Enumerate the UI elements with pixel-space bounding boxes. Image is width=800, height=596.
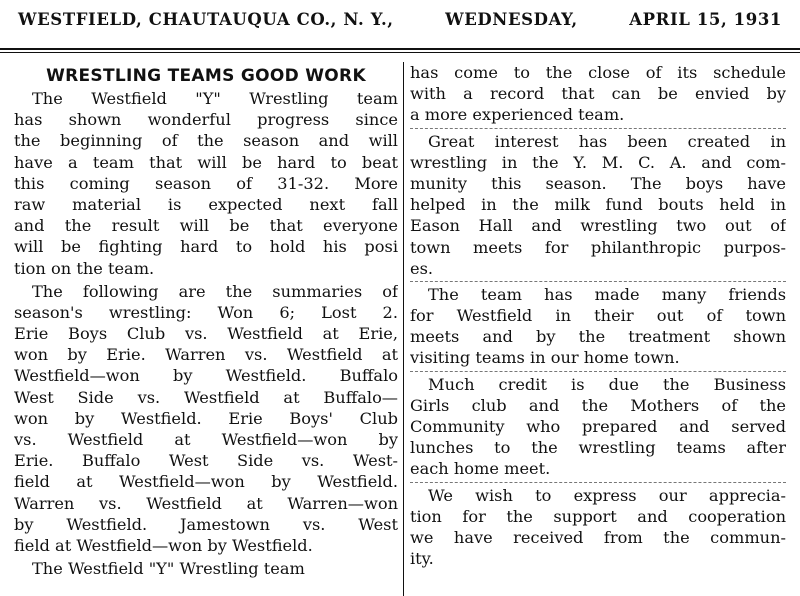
article-paragraph (410, 485, 786, 570)
article-text-line: we have received from the commun- (410, 527, 786, 547)
masthead-date: APRIL 15, 1931 (629, 10, 782, 29)
article-text-line: Community who prepared and served (410, 417, 786, 436)
article-text-line: Erie Boys Club vs. Westfield at Erie, (14, 324, 398, 344)
article-text-line: each home meet. (410, 459, 551, 479)
masthead-day: WEDNESDAY, (445, 10, 578, 29)
article-text-line: West Side vs. Westfield at Buffalo— (14, 387, 398, 407)
article-text-line: wrestling in the Y. M. C. A. and com- (410, 152, 786, 172)
article-text-line: won by Westfield. Erie Boys' Club (14, 408, 398, 428)
article-text-line: for Westfield in their out of town (410, 306, 786, 326)
article-text-line: helped in the milk fund bouts held in (410, 195, 786, 215)
article-text-line: town meets for philanthropic purpos- (410, 237, 786, 257)
article-text-line: We wish to express our apprecia- (428, 485, 786, 505)
article-text-line: a more experienced team. (410, 105, 625, 125)
newspaper-masthead (0, 0, 800, 50)
paragraph-separator (410, 281, 786, 282)
article-paragraph (410, 131, 786, 279)
article-text-line: The Westfield "Y" Wrestling team (32, 89, 398, 108)
article-text-line: Warren vs. Westfield at Warren—won (14, 493, 398, 513)
article-text-line: field at Westfield—won by Westfield. (14, 535, 313, 555)
column-divider (403, 62, 404, 596)
paragraph-separator (410, 128, 786, 129)
article-text-line: season's wrestling: Won 6; Lost 2. (14, 302, 398, 322)
article-text-line: vs. Westfield at Westfield—won by (14, 430, 398, 449)
article-text-line: es. (410, 258, 434, 278)
article-text-line: Westfield—won by Westfield. Buffalo (14, 366, 398, 386)
article-text-line: Much credit is due the Business (428, 374, 786, 394)
article-text-line: munity this season. The boys have (410, 173, 786, 193)
article-text-line: The team has made many friends (428, 284, 786, 304)
article-text-line: will be fighting hard to hold his posi (14, 237, 398, 257)
article-text-line: field at Westfield—won by Westfield. (14, 472, 398, 492)
article-text-line: have a team that will be hard to beat (14, 152, 398, 172)
paragraph-separator (410, 371, 786, 372)
article-text-line: with a record that can be envied by (410, 84, 786, 104)
article-text-line: has come to the close of its schedule (410, 63, 786, 82)
masthead-rule-thin (0, 52, 800, 53)
article-text-line: by Westfield. Jamestown vs. West (14, 514, 398, 534)
article-text-line: tion on the team. (14, 258, 155, 278)
article-text-line: The Westfield "Y" Wrestling team (32, 559, 305, 579)
article-text-line: Eason Hall and wrestling two out of (410, 216, 786, 236)
article-text-line: and the result will be that everyone (14, 216, 398, 236)
article-paragraph (14, 88, 398, 279)
masthead-town: WESTFIELD, CHAUTAUQUA CO., N. Y., (18, 10, 394, 29)
article-text-line: ity. (410, 549, 434, 569)
article-left-column (14, 62, 398, 579)
article-text-line: Girls club and the Mothers of the (410, 395, 786, 415)
article-paragraph (410, 62, 786, 126)
article-headline: WRESTLING TEAMS GOOD WORK (46, 66, 366, 86)
article-text-line: the beginning of the season and will (14, 131, 398, 151)
masthead-rule (0, 48, 800, 50)
article-paragraph (410, 374, 786, 480)
article-text-line: tion for the support and cooperation (410, 506, 786, 526)
article-text-line: raw material is expected next fall (14, 194, 398, 214)
article-text-line: won by Erie. Warren vs. Westfield at (14, 345, 398, 365)
paragraph-separator (410, 482, 786, 483)
article-text-line: Erie. Buffalo West Side vs. West- (14, 451, 398, 471)
article-text-line: visiting teams in our home town. (410, 348, 680, 368)
article-paragraph (14, 558, 398, 579)
article-text-line: meets and by the treatment shown (410, 327, 786, 347)
article-paragraph (410, 284, 786, 369)
article-text-line: The following are the summaries of (32, 281, 398, 301)
article-text-line: Great interest has been created in (428, 131, 786, 151)
article-text-line: this coming season of 31-32. More (14, 173, 398, 193)
article-right-column (410, 62, 786, 569)
article-text-line: has shown wonderful progress since (14, 110, 398, 130)
article-paragraph (14, 281, 398, 556)
article-text-line: lunches to the wrestling teams after (410, 438, 786, 458)
